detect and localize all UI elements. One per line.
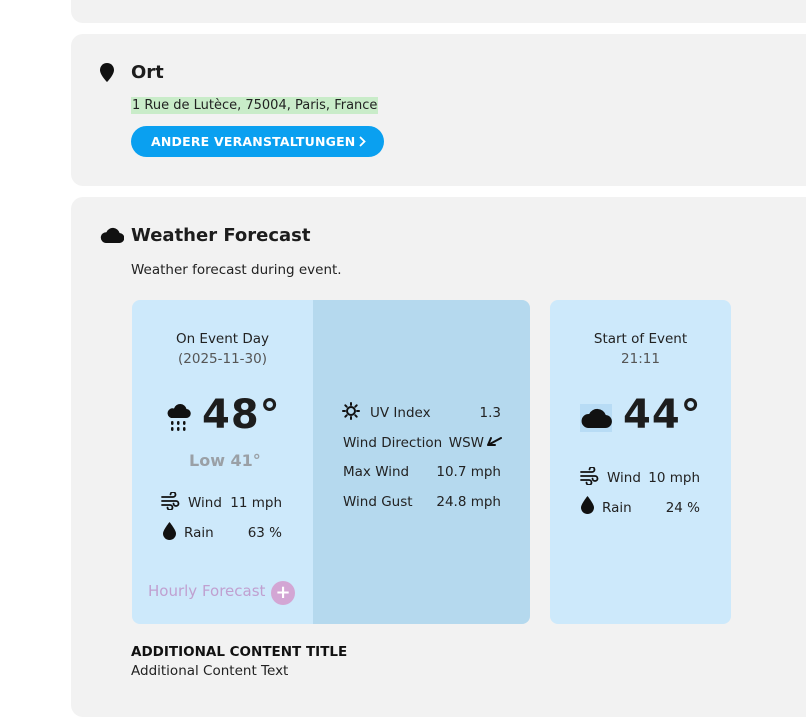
uv-index-label: UV Index — [370, 405, 431, 421]
event-day-rain-value: 63 % — [247, 525, 282, 541]
start-temperature: 44° — [623, 392, 702, 438]
wind-icon — [160, 492, 180, 510]
location-address[interactable]: 1 Rue de Lutèce, 75004, Paris, France — [132, 98, 378, 113]
start-wind-value: 10 mph — [648, 470, 700, 486]
weather-section — [71, 197, 806, 717]
cloud-icon — [581, 406, 612, 429]
event-day-wind-label: Wind — [188, 495, 222, 511]
previous-section-card — [71, 0, 806, 23]
other-events-button-label: ANDERE VERANSTALTUNGEN — [151, 134, 356, 149]
max-wind-value: 10.7 mph — [436, 464, 501, 480]
location-title: Ort — [131, 62, 164, 83]
map-pin-icon — [100, 63, 114, 82]
wind-gust-value: 24.8 mph — [436, 494, 501, 510]
weather-subtitle: Weather forecast during event. — [131, 262, 342, 278]
start-rain-label: Rain — [602, 500, 632, 516]
start-wind-label: Wind — [607, 470, 641, 486]
weather-title: Weather Forecast — [131, 225, 311, 246]
cloud-icon — [100, 226, 124, 243]
hourly-forecast-link[interactable]: Hourly Forecast — [148, 582, 266, 600]
event-day-rain-label: Rain — [184, 525, 214, 541]
max-wind-label: Max Wind — [343, 464, 410, 480]
wind-gust-label: Wind Gust — [343, 494, 413, 510]
wind-direction-value: WSW — [448, 435, 484, 451]
sun-icon — [342, 402, 360, 420]
rain-cloud-icon — [166, 403, 192, 432]
event-day-date: (2025-11-30) — [178, 351, 267, 367]
event-day-low: Low 41° — [189, 451, 261, 470]
weather-details-panel — [313, 300, 530, 624]
event-day-label: On Event Day — [175, 331, 270, 347]
raindrop-icon — [581, 496, 594, 514]
start-time: 21:11 — [621, 351, 660, 367]
event-day-panel — [132, 300, 313, 624]
plus-icon[interactable]: + — [271, 581, 295, 605]
raindrop-icon — [163, 522, 176, 540]
additional-content-title: ADDITIONAL CONTENT TITLE — [131, 644, 348, 660]
additional-content-text: Additional Content Text — [131, 663, 289, 679]
wind-direction-label: Wind Direction — [343, 435, 443, 451]
start-rain-value: 24 % — [665, 500, 700, 516]
chevron-right-icon — [359, 136, 366, 147]
uv-index-value: 1.3 — [479, 405, 501, 421]
start-label: Start of Event — [593, 331, 688, 347]
other-events-button[interactable] — [131, 126, 384, 157]
location-section — [71, 34, 806, 186]
event-day-temperature: 48° — [202, 392, 281, 438]
event-day-wind-value: 11 mph — [230, 495, 282, 511]
wind-icon — [579, 467, 599, 485]
arrow-icon — [486, 435, 502, 449]
start-of-event-panel — [550, 300, 731, 624]
